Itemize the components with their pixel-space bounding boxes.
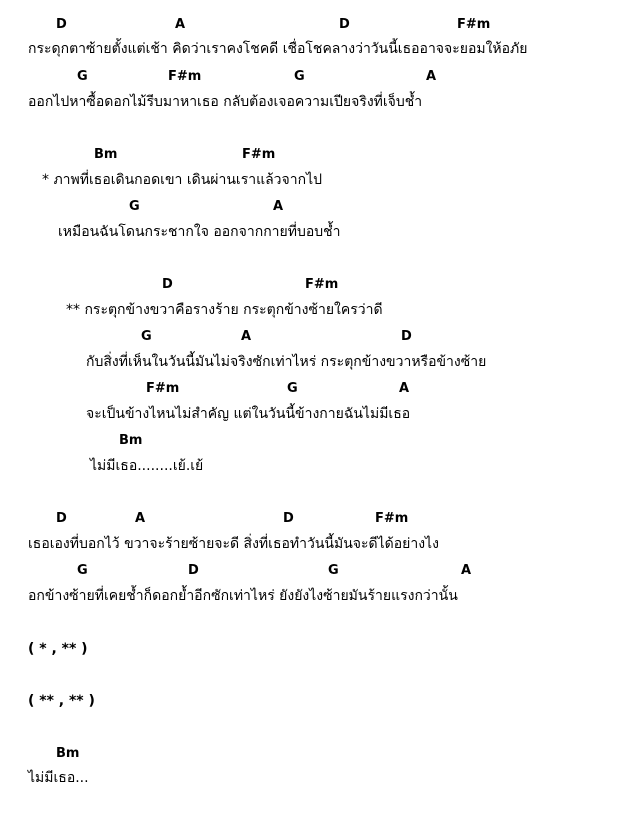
chord: F#m: [375, 511, 409, 526]
lyric-line: [0, 534, 620, 560]
chord-line: [0, 197, 620, 223]
lyric-text: อกข้างซ้ายที่เคยช้ำก็ดอกย้ำอีกซักเท่าไหร่ ยังยังไงซ้ายมันร้ายแรงกว่านั้น: [28, 588, 458, 604]
lyric-text: เธอเองที่บอกไว้ ขวาจะร้ายซ้ายจะดี สิ่งที่เธอทำวันนี้มันจะดีได้อย่างไง: [28, 536, 439, 552]
lyric-line: [0, 222, 620, 248]
chord: G: [328, 563, 339, 578]
chord: F#m: [242, 147, 276, 162]
chord-line: [0, 431, 620, 457]
chord: G: [294, 69, 305, 84]
chord-line: [0, 67, 620, 93]
lyric-line: [0, 300, 620, 326]
chord: G: [77, 563, 88, 578]
chord: G: [141, 329, 152, 344]
lyric-text: ออกไปหาซื้อดอกไม้รีบมาหาเธอ กลับต้องเจอความเปียจริงที่เจ็บช้ำ: [28, 94, 423, 110]
lyric-line: [0, 404, 620, 430]
lyric-text: ไม่มีเธอ...: [28, 770, 89, 786]
chord: D: [401, 329, 412, 344]
chord: D: [188, 563, 199, 578]
chord: F#m: [168, 69, 202, 84]
lyric-line: [0, 92, 620, 118]
chord: D: [339, 17, 350, 32]
lyric-line: [0, 768, 620, 794]
chord: A: [135, 511, 146, 526]
lyric-line: [0, 170, 620, 196]
chord-line: [0, 561, 620, 587]
chord-line: [0, 744, 620, 770]
chord: A: [399, 381, 410, 396]
chord-line: [0, 145, 620, 171]
repeat-text: ( ** , ** ): [28, 693, 95, 709]
lyric-text: ไม่มีเธอ........เย้.เย้: [90, 458, 204, 474]
repeat-marker: [0, 639, 620, 665]
chord: Bm: [94, 147, 118, 162]
chord-line: [0, 15, 620, 41]
chord-line: [0, 275, 620, 301]
chord: D: [283, 511, 294, 526]
chord: Bm: [119, 433, 143, 448]
chord: F#m: [146, 381, 180, 396]
chord: D: [56, 511, 67, 526]
chord: D: [162, 277, 173, 292]
chord: A: [461, 563, 472, 578]
chord: G: [287, 381, 298, 396]
chord: A: [273, 199, 284, 214]
lyric-line: [0, 39, 620, 65]
chord: A: [175, 17, 186, 32]
repeat-marker: [0, 691, 620, 717]
chord-line: [0, 327, 620, 353]
chord: D: [56, 17, 67, 32]
chord: Bm: [56, 746, 80, 761]
repeat-text: ( * , ** ): [28, 641, 88, 657]
lyric-text: จะเป็นข้างไหนไม่สำคัญ แต่ในวันนี้ข้างกายฉันไม่มีเธอ: [86, 406, 411, 422]
lyric-line: [0, 352, 620, 378]
chord: G: [77, 69, 88, 84]
chord: A: [241, 329, 252, 344]
lyric-text: เหมือนฉันโดนกระชากใจ ออกจากกายที่บอบช้ำ: [58, 224, 341, 240]
chord-line: [0, 379, 620, 405]
chord: G: [129, 199, 140, 214]
lyric-line: [0, 456, 620, 482]
lyric-text: กับสิ่งที่เห็นในวันนี้มันไม่จริงซักเท่าไหร่ กระตุกข้างขวาหรือข้างซ้าย: [86, 354, 487, 370]
lyric-text: กระดุกตาซ้ายตั้งแต่เช้า คิดว่าเราคงโชคดี เชื่อโชคลางว่าวันนี้เธออาจจะยอมให้อภัย: [28, 41, 528, 57]
chord-line: [0, 509, 620, 535]
chord: F#m: [305, 277, 339, 292]
chord: A: [426, 69, 437, 84]
chord: F#m: [457, 17, 491, 32]
lyric-text: ** กระตุกข้างขวาคือรางร้าย กระตุกข้างซ้ายใครว่าดี: [66, 302, 383, 318]
lyric-text: * ภาพที่เธอเดินกอดเขา เดินผ่านเราแล้วจากไป: [42, 172, 323, 188]
lyric-line: [0, 586, 620, 612]
